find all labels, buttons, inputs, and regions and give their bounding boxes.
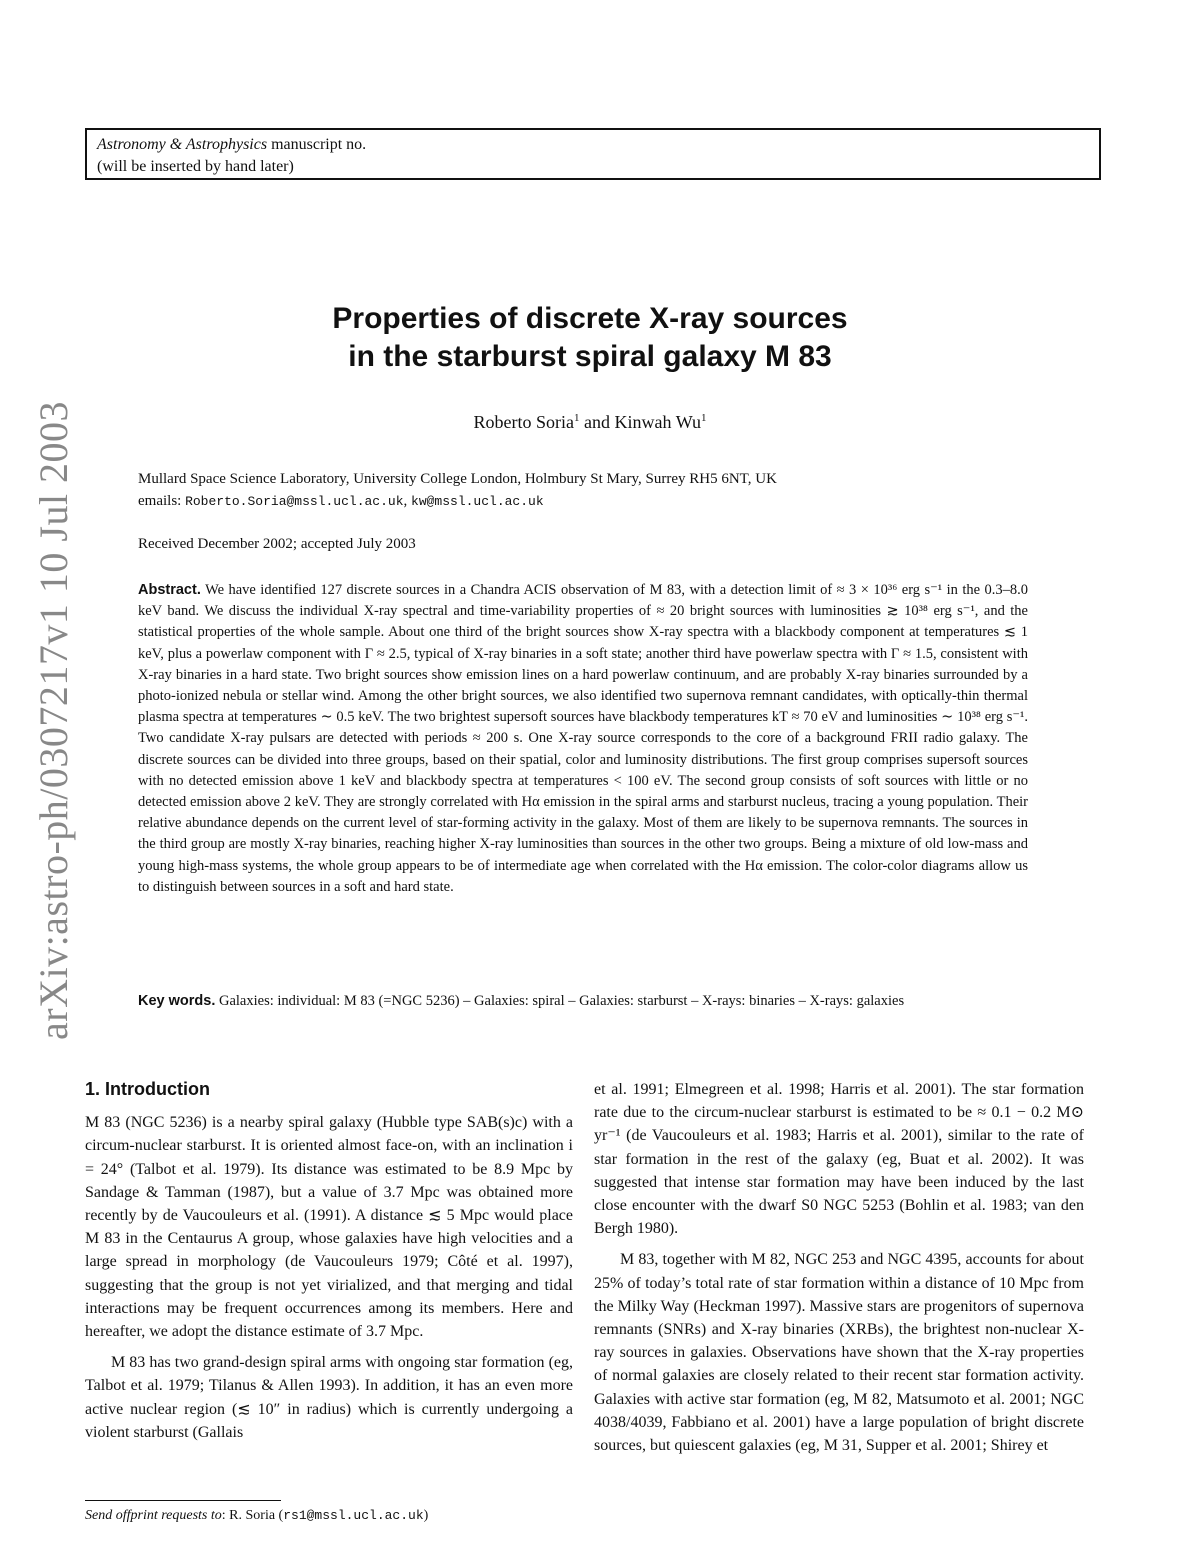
intro-paragraph-2: M 83 has two grand-design spiral arms with ongoing star formation (eg, Talbot et al. 1979; Tilanus & Allen 1993). In addition, it has an even more active nuclear region (≲ 10″ in radius) which is currently undergoing a violent starburst (Gallais — [85, 1354, 573, 1441]
footnote-close: ) — [423, 1508, 429, 1523]
affiliation-block — [138, 468, 1038, 513]
emails-label: emails: — [138, 493, 186, 509]
keywords — [138, 990, 1028, 1012]
footnote — [85, 1508, 428, 1524]
author-1-affil-mark: 1 — [574, 412, 580, 424]
keywords-text: Galaxies: individual: M 83 (=NGC 5236) – Galaxies: spiral – Galaxies: starburst – X-rays: binaries – X-rays: galaxies — [218, 993, 905, 1009]
footnote-text: : R. Soria ( — [221, 1508, 284, 1523]
author-conjunction: and — [579, 412, 615, 432]
section-heading-introduction: 1. Introduction — [85, 1079, 210, 1099]
journal-name: Astronomy & Astrophysics — [97, 136, 268, 153]
paper-title — [200, 300, 980, 376]
intro-paragraph-3: M 83, together with M 82, NGC 253 and NGC 4395, accounts for about 25% of today’s total rate of star formation within a distance of 10 Mpc from the Milky Way (Heckman 1997). Massive stars are progenitors of supernova remnants (SNRs) and X-ray binaries (XRBs), the brightest non-nuclear X-ray sources in galaxies. Observations have shown that the X-ray properties of normal galaxies are closely related to their recent star formation activity. Galaxies with active star formation (eg, M 82, Matsumoto et al. 2001; NGC 4038/4039, Fabbiano et al. 2001) have a large population of bright discrete sources, but quiescent galaxies (eg, M 31, Supper et al. 2001; Shirey et — [594, 1251, 1084, 1455]
journal-header-box — [85, 128, 1101, 180]
author-list — [200, 412, 980, 433]
abstract-text: We have identified 127 discrete sources in a Chandra ACIS observation of M 83, with a detection limit of ≈ 3 × 10³⁶ erg s⁻¹ in the 0.3–8.0 keV band. We discuss the individual X-ray spectral and time-variability properties of ≈ 20 bright sources with luminosities ≳ 10³⁸ erg s⁻¹, and the statistical properties of the whole sample. About one third of the bright sources show X-ray spectra with a blackbody component at temperatures ≲ 1 keV, plus a powerlaw component with Γ ≈ 2.5, typical of X-ray binaries in a soft state; another third have powerlaw spectra with Γ ≈ 1.5, consistent with X-ray binaries in a hard state. Two bright sources show emission lines on a hard powerlaw continuum, and are probably X-ray binaries surrounded by a photo-ionized nebula or stellar wind. Among the other bright sources, we also identified two supernova remnant candidates, with optically-thin thermal plasma spectra at temperatures ∼ 0.5 keV. The two brightest supersoft sources have blackbody temperatures kT ≈ 70 eV and luminosities ∼ 10³⁸ erg s⁻¹. Two candidate X-ray pulsars are detected with periods ≈ 200 s. One X-ray source corresponds to the core of a background FRII radio galaxy. The discrete sources can be divided into three groups, based on their spatial, color and luminosity distributions. The first group comprises supersoft sources with no detected emission above 1 keV and blackbody spectra at temperatures < 100 eV. The second group consists of soft sources with little or no detected emission above 2 keV. They are strongly correlated with Hα emission in the spiral arms and starburst nucleus, tracing a young population. Their relative abundance depends on the current level of star-forming activity in the galaxy. Most of them are likely to be supernova remnants. The sources in the third group are mostly X-ray binaries, reaching higher X-ray luminosities than sources in the other two groups. Being a mixture of old low-mass and young high-mass systems, the whole group appears to be of intermediate age when correlated with the Hα emission. The color-color diagrams allow us to distinguish between sources in a soft and hard state. — [138, 582, 1028, 895]
footnote-email-link[interactable]: rs1@mssl.ucl.ac.uk — [283, 1508, 424, 1523]
abstract-label: Abstract. — [138, 582, 201, 598]
arxiv-identifier: arXiv:astro-ph/0307217v1 10 Jul 2003 — [31, 400, 76, 1040]
author-2-affil-mark: 1 — [700, 412, 707, 424]
manuscript-note: (will be inserted by hand later) — [97, 158, 294, 175]
title-line-2: in the starburst spiral galaxy M 83 — [348, 340, 832, 373]
emails-line — [138, 490, 1038, 513]
right-column — [594, 1078, 1084, 1457]
keywords-label: Key words. — [138, 993, 216, 1009]
intro-paragraph-1: M 83 (NGC 5236) is a nearby spiral galaxy (Hubble type SAB(s)c) with a circum-nuclear starburst. It is oriented almost face-on, with an inclination i = 24° (Talbot et al. 1979). Its distance was estimated to be 8.9 Mpc by Sandage & Tamman (1987), but a value of 3.7 Mpc was obtained more recently by de Vaucouleurs et al. (1991). A distance ≲ 5 Mpc would place M 83 in the Centaurus A group, whose galaxies have high velocities and a large spread in morphology (de Vaucouleurs 1979; Côté et al. 1997), suggesting that the group is not yet virialized, and that merging and tidal interactions may be frequent occurrences among its members. Here and hereafter, we adopt the distance estimate of 3.7 Mpc. — [85, 1114, 573, 1341]
affiliation: Mullard Space Science Laboratory, University College London, Holmbury St Mary, Surrey RH5 6NT, UK — [138, 471, 777, 487]
email-separator: , — [403, 493, 412, 509]
email-link-1[interactable]: Roberto.Soria@mssl.ucl.ac.uk — [185, 494, 404, 509]
title-line-1: Properties of discrete X-ray sources — [332, 302, 848, 335]
received-dates: Received December 2002; accepted July 2003 — [138, 536, 416, 552]
author-2: Kinwah Wu — [614, 412, 701, 432]
intro-paragraph-2-continued: et al. 1991; Elmegreen et al. 1998; Harris et al. 2001). The star formation rate due to the circum-nuclear starburst is estimated to be ≈ 0.1 − 0.2 M⊙ yr⁻¹ (de Vaucouleurs et al. 1983; Harris et al. 2001), similar to the rate of star formation in the rest of the galaxy (eg, Buat et al. 2002). It was suggested that intense star formation may have been induced by the last close encounter with the dwarf S0 NGC 5253 (Bohlin et al. 1983; van den Bergh 1980). — [594, 1081, 1084, 1238]
manuscript-label: manuscript no. — [267, 136, 367, 153]
author-1: Roberto Soria — [473, 412, 575, 432]
left-column — [85, 1078, 573, 1444]
footnote-divider — [85, 1500, 281, 1501]
footnote-label: Send offprint requests to — [85, 1508, 222, 1523]
email-link-2[interactable]: kw@mssl.ucl.ac.uk — [411, 494, 544, 509]
abstract — [138, 580, 1028, 898]
